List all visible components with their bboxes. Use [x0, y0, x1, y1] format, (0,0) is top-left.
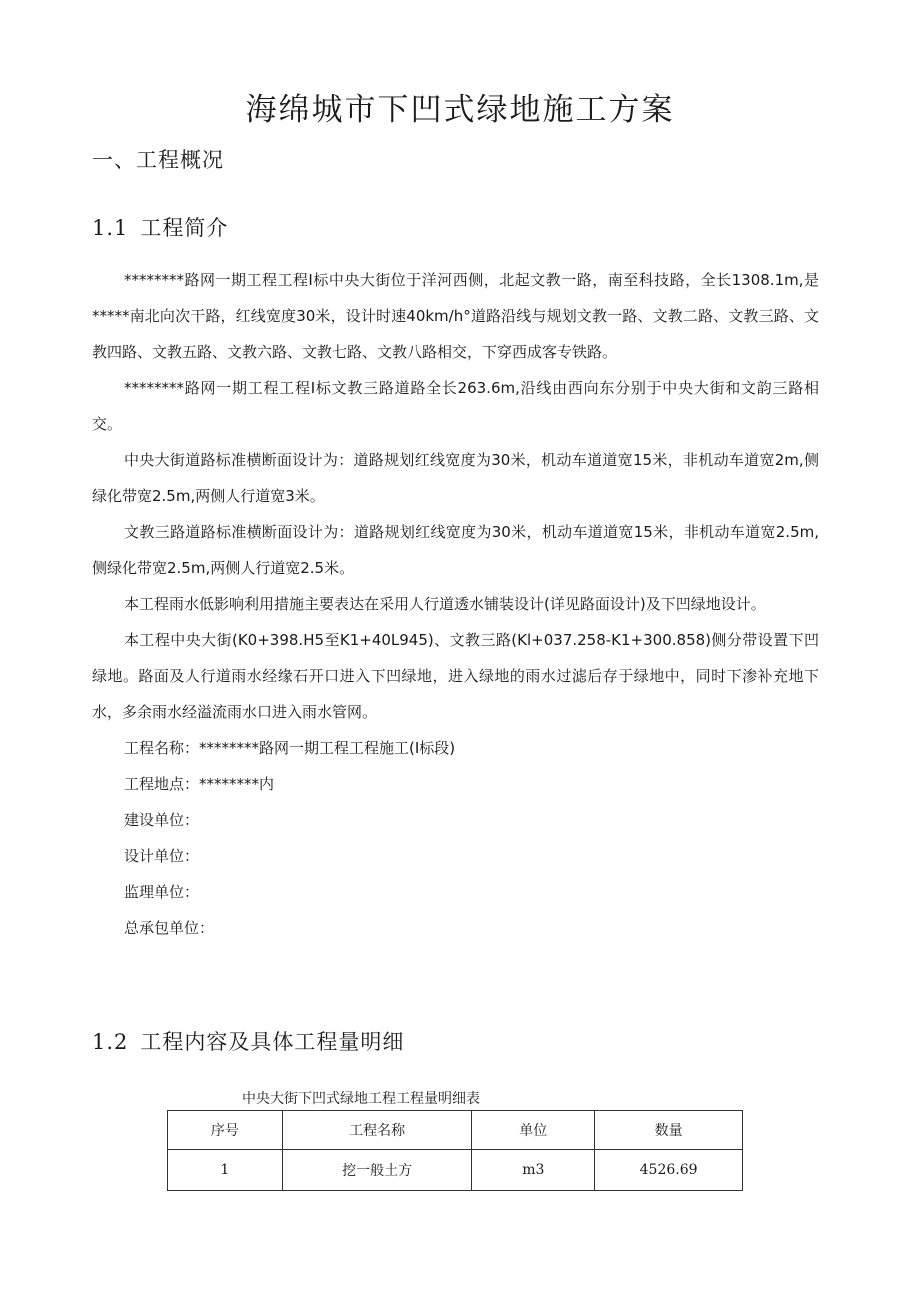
paragraph: 本工程雨水低影响利用措施主要表达在采用人行道透水铺装设计(详见路面设计)及下凹绿地设计。	[124, 595, 766, 613]
paragraph: 中央大街道路标准横断面设计为：道路规划红线宽度为30米，机动车道道宽15米，非机动车道宽2m,侧绿化带宽2.5m,两侧人行道宽3米。	[92, 451, 819, 505]
table-caption: 中央大街下凹式绿地工程工程量明细表	[242, 1091, 480, 1107]
section-heading-overview: 一、工程概况	[92, 148, 224, 172]
page-title: 海绵城市下凹式绿地施工方案	[245, 92, 675, 128]
project-location-line: 工程地点：********内	[124, 775, 275, 793]
contractor-line: 总承包单位：	[124, 919, 215, 937]
section-number: 1.1	[92, 216, 129, 240]
cell-index: 1	[168, 1150, 283, 1191]
paragraph: ********路网一期工程工程Ⅰ标文教三路道路全长263.6m,沿线由西向东分别于中央大街和文韵三路相交。	[92, 379, 819, 433]
column-header-quantity: 数量	[595, 1111, 743, 1150]
builder-line: 建设单位：	[124, 811, 200, 829]
paragraph: ********路网一期工程工程Ⅰ标中央大街位于洋河西侧，北起文教一路，南至科技路，全长1308.1m,是*****南北向次干路，红线宽度30米，设计时速40km/h°道路沿线与规划文教一路、文教二路、文教三路、文教四路、文教五路、文教六路、文教七路、文教八路相交，下穿西成客专铁路。	[92, 271, 819, 361]
section-heading-1-2	[92, 1026, 404, 1056]
quantity-table	[167, 1110, 743, 1191]
cell-item: 挖一般土方	[282, 1150, 472, 1191]
section-title: 工程简介	[140, 216, 229, 240]
project-name-line: 工程名称：********路网一期工程工程施工(Ⅰ标段)	[124, 739, 456, 757]
section-heading-1-1	[92, 212, 228, 242]
column-header-item: 工程名称	[282, 1111, 472, 1150]
paragraph: 文教三路道路标准横断面设计为：道路规划红线宽度为30米，机动车道道宽15米，非机动车道宽2.5m,侧绿化带宽2.5m,两侧人行道宽2.5米。	[92, 523, 819, 577]
table-row	[168, 1150, 743, 1191]
section-number: 1.2	[92, 1030, 129, 1054]
section-1-1-body	[92, 262, 819, 946]
cell-quantity: 4526.69	[595, 1150, 743, 1191]
designer-line: 设计单位：	[124, 847, 200, 865]
column-header-index: 序号	[168, 1111, 283, 1150]
paragraph: 本工程中央大街(K0+398.H5至K1+40L945)、文教三路(Kl+037.258-K1+300.858)侧分带设置下凹绿地。路面及人行道雨水经缘石开口进入下凹绿地，进入绿地的雨水过滤后存于绿地中，同时下渗补充地下水，多余雨水经溢流雨水口进入雨水管网。	[92, 631, 819, 721]
section-title: 工程内容及具体工程量明细	[140, 1030, 405, 1054]
table-header-row	[168, 1111, 743, 1150]
column-header-unit: 单位	[472, 1111, 595, 1150]
cell-unit: m3	[472, 1150, 595, 1191]
supervisor-line: 监理单位：	[124, 883, 200, 901]
